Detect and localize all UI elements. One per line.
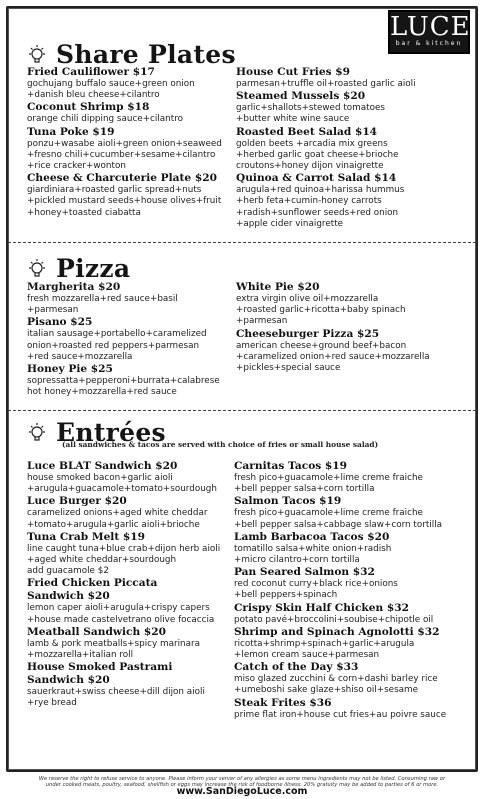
item-name: Luce Burger $20 <box>27 495 127 508</box>
item-description: croutons+honey dijon vinaigrette <box>236 161 384 172</box>
item-name: Tuna Crab Melt $19 <box>27 530 146 543</box>
item-description: fresh mozzarella+red sauce+basil <box>27 294 178 304</box>
menu-item <box>234 626 448 661</box>
item-description: garlic+shallots+stewed tomatoes <box>236 103 385 114</box>
menu-item <box>27 674 241 709</box>
item-name: Sandwich $20 <box>27 674 110 687</box>
item-description: sopressatta+pepperoni+burrata+calabrese <box>27 376 220 387</box>
menu-item <box>236 172 450 230</box>
menu-item <box>27 316 241 363</box>
item-description: red coconut curry+black rice+onions <box>234 579 398 590</box>
item-description: +herb feta+cumin-honey carrots <box>236 196 382 207</box>
item-description: +red sauce+mozzarella <box>27 351 133 362</box>
item-name: Carnitas Tacos $19 <box>234 460 348 472</box>
item-description: +bell peppers+spinach <box>234 590 338 601</box>
item-description: tomatillo salsa+white onion+radish <box>234 543 392 554</box>
item-name: White Pie $20 <box>236 281 320 293</box>
item-description: +rye bread <box>27 698 77 709</box>
section-divider <box>8 410 476 411</box>
item-description: +fresno chili+cucumber+sesame+cilantro <box>27 149 216 160</box>
item-description: giardiniara+roasted garlic spread+nuts <box>27 185 202 196</box>
item-name: Honey Pie $25 <box>27 363 113 376</box>
share-right-column <box>236 66 450 230</box>
item-description: lamb & pork meatballs+spicy marinara <box>27 638 200 649</box>
item-description: miso glazed zucchini & corn+dashi barley rice <box>234 674 438 685</box>
item-name: Coconut Shrimp $18 <box>27 101 150 114</box>
menu-item <box>27 126 241 173</box>
item-description: +pickles+special sauce <box>236 363 341 374</box>
item-description: +micro cilantro+corn tortilla <box>234 555 360 566</box>
item-description: hot honey+mozzarella+red sauce <box>27 387 177 398</box>
menu-item <box>234 566 448 601</box>
item-description: lemon caper aioli+arugula+crispy capers <box>27 603 210 614</box>
item-description: +mozzarella+italian roll <box>27 650 134 661</box>
lightbulb-icon <box>26 43 48 67</box>
item-description: potato pavé+broccolini+soubise+chipotle oil <box>234 614 434 625</box>
disclaimer-line: We reserve the right to refuse service to anyone. Please inform your server of any allergies as some menu ingredients may not be listed. Consuming raw or <box>38 776 446 782</box>
item-description: +bell pepper salsa+corn tortilla <box>234 484 375 495</box>
menu-item <box>236 90 450 125</box>
item-name: Fried Cauliflower $17 <box>27 66 155 78</box>
entrees-note: (all sandwiches & tacos are served with choice of fries or small house salad) <box>62 440 379 449</box>
item-name: Luce BLAT Sandwich $20 <box>27 460 178 472</box>
menu-item <box>27 281 241 316</box>
item-name: Steamed Mussels $20 <box>236 90 366 103</box>
item-name: Pisano $25 <box>27 316 93 329</box>
item-name: Shrimp and Spinach Agnolotti $32 <box>234 625 440 638</box>
item-description: +radish+sunflower seeds+red onion <box>236 207 399 218</box>
item-description: +butter white wine sauce <box>236 114 350 125</box>
item-name: House Cut Fries $9 <box>236 66 350 78</box>
pizza-right-column <box>236 281 450 374</box>
menu-item <box>236 66 450 90</box>
item-description: +parmesan <box>27 305 79 316</box>
item-description: fresh pico+guacamole+lime creme fraiche <box>234 508 423 519</box>
item-description: +lemon cream sauce+parmesan <box>234 650 380 661</box>
logo-tagline: bar & kitchen <box>395 40 463 47</box>
item-name: Fried Chicken Piccata <box>27 577 158 590</box>
item-description: +aged white cheddar+sourdough <box>27 555 177 566</box>
menu-item <box>27 495 241 530</box>
menu-item <box>27 577 241 590</box>
menu-item <box>236 328 450 375</box>
item-description: extra virgin olive oil+mozzarella <box>236 294 379 304</box>
item-name: Pan Seared Salmon $32 <box>234 566 375 579</box>
item-name: Salmon Tacos $19 <box>234 495 342 508</box>
menu-item <box>234 531 448 566</box>
menu-item <box>27 101 241 125</box>
item-name: Roasted Beet Salad $14 <box>236 125 378 138</box>
menu-item <box>27 531 241 578</box>
item-name: House Smoked Pastrami <box>27 661 173 674</box>
item-description: orange chili dipping sauce+cilantro <box>27 114 184 125</box>
menu-item <box>27 66 241 101</box>
item-name: Cheeseburger Pizza $25 <box>236 327 380 340</box>
section-title: Share Plates <box>56 40 236 69</box>
item-description: italian sausage+portabello+caramelized <box>27 329 207 340</box>
item-description: +house made castelvetrano olive focaccia <box>27 614 215 625</box>
item-name: Catch of the Day $33 <box>234 661 359 674</box>
item-description: +arugula+guacamole+tomato+sourdough <box>27 484 217 495</box>
share-plates-header <box>26 40 236 69</box>
share-left-column <box>27 66 241 219</box>
item-description: +apple cider vinaigrette <box>236 218 344 229</box>
item-name: Cheese & Charcuterie Plate $20 <box>27 172 217 185</box>
item-description: sauerkraut+swiss cheese+dill dijon aioli <box>27 687 205 698</box>
item-description: gochujang buffalo sauce+green onion <box>27 79 195 89</box>
lightbulb-icon <box>26 257 48 281</box>
item-description: parmesan+truffle oil+roasted garlic aioli <box>236 79 416 89</box>
menu-item <box>27 460 241 495</box>
item-name: Sandwich $20 <box>27 590 110 603</box>
item-description: +tomato+arugula+garlic aioli+brioche <box>27 519 200 530</box>
item-description: +pickled mustard seeds+house olives+fruit <box>27 196 222 207</box>
item-description: +umeboshi sake glaze+shiso oil+sesame <box>234 685 419 696</box>
item-description: +bell pepper salsa+cabbage slaw+corn tortilla <box>234 519 443 530</box>
menu-item <box>234 661 448 696</box>
entrees-left-column <box>27 460 241 710</box>
item-description: +parmesan <box>236 316 288 327</box>
item-description: line caught tuna+blue crab+dijon herb aioli <box>27 543 221 554</box>
item-name: Lamb Barbacoa Tacos $20 <box>234 530 390 543</box>
menu-item <box>234 495 448 530</box>
item-description: +herbed garlic goat cheese+brioche <box>236 149 399 160</box>
menu-item <box>27 590 241 625</box>
entrees-right-column <box>234 460 448 721</box>
menu-item <box>234 602 448 626</box>
pizza-left-column <box>27 281 241 398</box>
menu-item <box>234 697 448 721</box>
item-description: ricotta+shrimp+spinach+garlic+arugula <box>234 638 415 649</box>
item-description: american cheese+ground beef+bacon <box>236 340 407 351</box>
menu-item <box>236 126 450 173</box>
menu-item <box>27 172 241 219</box>
logo-text: LUCE <box>390 12 471 42</box>
menu-item <box>27 661 241 674</box>
item-description: fresh pico+guacamole+lime creme fraiche <box>234 473 423 483</box>
item-description: add guacamole $2 <box>27 566 109 577</box>
disclaimer-line: under cooked meats, poultry, seafood, shellfish or eggs may increase the risk of foodborne illness. 20% gratuity may be added to parties of 6 or more. <box>45 782 439 789</box>
item-description: +roasted garlic+ricotta+baby spinach <box>236 305 406 316</box>
lightbulb-icon <box>26 421 48 445</box>
section-title: Entrées <box>56 418 166 447</box>
item-name: Meatball Sandwich $20 <box>27 625 166 638</box>
item-name: Margherita $20 <box>27 281 121 293</box>
item-description: house smoked bacon+garlic aioli <box>27 473 173 483</box>
menu-item <box>234 460 448 495</box>
item-name: Crispy Skin Half Chicken $32 <box>234 601 409 614</box>
item-name: Steak Frites $36 <box>234 696 332 709</box>
menu-item <box>236 281 450 328</box>
item-description: prime flat iron+house cut fries+au poivre sauce <box>234 709 447 720</box>
item-description: ponzu+wasabe aioli+green onion+seaweed <box>27 138 222 149</box>
pizza-header <box>26 254 130 283</box>
website-link[interactable]: www.SanDiegoLuce.com <box>176 786 308 797</box>
item-description: +caramelized onion+red sauce+mozzarella <box>236 351 430 362</box>
item-name: Quinoa & Carrot Salad $14 <box>236 172 397 185</box>
item-name: Tuna Poke $19 <box>27 125 115 138</box>
item-description: +danish bleu cheese+cilantro <box>27 90 160 101</box>
item-description: +rice cracker+wonton <box>27 161 126 172</box>
section-title: Pizza <box>56 254 131 283</box>
item-description: caramelized onions+aged white cheddar <box>27 508 208 519</box>
luce-logo <box>388 10 470 54</box>
item-description: arugula+red quinoa+harissa hummus <box>236 185 405 196</box>
menu-item <box>27 626 241 661</box>
menu-item <box>27 363 241 398</box>
section-divider <box>8 242 476 243</box>
item-description: onion+roasted red peppers+parmesan <box>27 340 200 351</box>
item-description: +honey+toasted ciabatta <box>27 207 141 218</box>
item-description: golden beets +arcadia mix greens <box>236 138 388 149</box>
